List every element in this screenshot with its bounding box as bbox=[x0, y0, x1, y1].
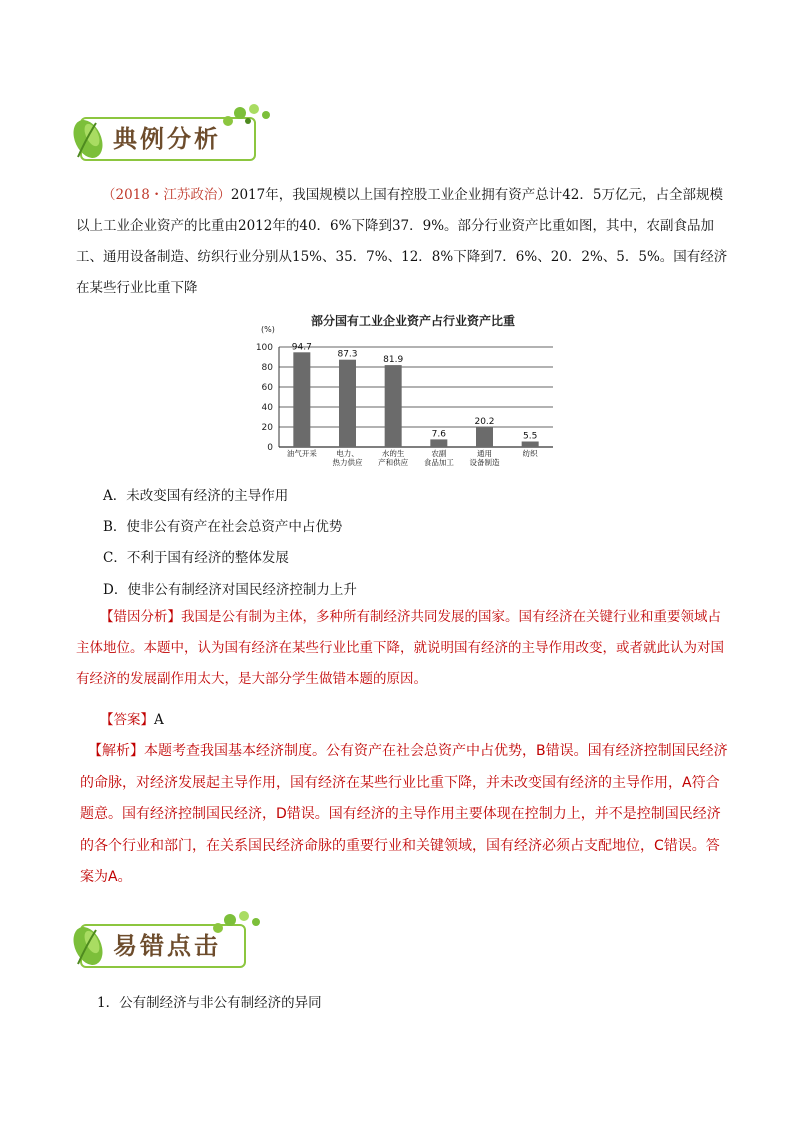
error-analysis-text: 我国是公有制为主体，多种所有制经济共同发展的国家。国有经济在关键行业和重要领域占主体地位。本题中，认为国有经济在某些行业比重下降，就说明国有经济的主导作用改变，或者就此认为对国有经济的发展副作用太大，是大部分学生做错本题的原因。 bbox=[76, 609, 724, 687]
bar bbox=[476, 427, 493, 447]
answer-value: A bbox=[154, 712, 164, 728]
question-source: （2018・江苏政治） bbox=[102, 187, 231, 203]
y-axis-unit: (%) bbox=[261, 325, 275, 334]
section-banner-typical-examples bbox=[68, 105, 258, 165]
chart-title: 部分国有工业企业资产占行业资产比重 bbox=[310, 314, 516, 328]
bar bbox=[339, 360, 356, 447]
bar bbox=[430, 439, 447, 447]
question-text: 2017年，我国规模以上国有控股工业企业拥有资产总计42．5万亿元，占全部规模以上工业企业资产的比重由2012年的40．6%下降到37．9%。部分行业资产比重如图，其中，农副食品加工、通用设备制造、纺织行业分别从15%、35．7%、12．8%下降到7．6%、20．2%、5．5%。国有经济在某些行业比重下降 bbox=[76, 187, 728, 296]
data-label: 20.2 bbox=[474, 416, 495, 427]
bar bbox=[522, 442, 539, 448]
error-analysis-label: 【错因分析】 bbox=[100, 609, 181, 625]
answer-line bbox=[100, 708, 164, 728]
explanation-text: 本题考查我国基本经济制度。公有资产在社会总资产中占优势，B错误。国有经济控制国民经济的命脉，对经济发展起主导作用，国有经济在某些行业比重下降，并未改变国有经济的主导作用，A符合题意。国有经济控制国民经济，D错误。国有经济的主导作用主要体现在控制力上，并不是控制国民经济的各个行业和部门，在关系国民经济命脉的重要行业和关键领域，国有经济必须占支配地位，C错误。答案为A。 bbox=[80, 743, 728, 885]
data-label: 5.5 bbox=[523, 431, 538, 442]
x-tick-label: 水的生 bbox=[381, 449, 405, 458]
y-tick-label: 40 bbox=[261, 403, 273, 413]
data-label: 7.6 bbox=[431, 429, 446, 440]
vine-dots-icon bbox=[218, 99, 298, 139]
x-tick-label: 电力、 bbox=[336, 449, 359, 458]
option-b: B．使非公有资产在社会总资产中占优势 bbox=[103, 519, 343, 535]
error-analysis-paragraph bbox=[76, 602, 732, 695]
x-tick-label: 产和供应 bbox=[378, 458, 409, 467]
option-a: A．未改变国有经济的主导作用 bbox=[103, 488, 289, 504]
section-banner-common-errors bbox=[68, 912, 253, 972]
bar-chart bbox=[255, 307, 560, 469]
x-tick-label: 热力供应 bbox=[332, 458, 363, 467]
x-tick-label: 食品加工 bbox=[423, 458, 454, 467]
section-title: 易错点击 bbox=[113, 932, 221, 960]
bar bbox=[385, 365, 402, 447]
bar bbox=[293, 352, 310, 447]
data-label: 81.9 bbox=[383, 355, 404, 366]
x-tick-label: 纺织 bbox=[522, 449, 538, 458]
x-tick-label: 设备制造 bbox=[469, 458, 500, 467]
explanation-label: 【解析】 bbox=[88, 743, 144, 759]
x-tick-label: 农副 bbox=[431, 449, 447, 458]
explanation-paragraph bbox=[80, 736, 730, 894]
list-item-1: 1．公有制经济与非公有制经济的异同 bbox=[97, 995, 322, 1011]
question-paragraph bbox=[76, 180, 732, 304]
answer-label: 【答案】 bbox=[100, 712, 154, 728]
x-tick-label: 通用 bbox=[477, 449, 492, 458]
y-tick-label: 60 bbox=[261, 383, 273, 393]
y-tick-label: 20 bbox=[261, 423, 273, 433]
y-tick-label: 0 bbox=[267, 443, 273, 453]
y-tick-label: 80 bbox=[261, 363, 273, 373]
section-title: 典例分析 bbox=[113, 125, 221, 153]
option-d: D．使非公有制经济对国民经济控制力上升 bbox=[103, 582, 357, 598]
option-c: C．不利于国有经济的整体发展 bbox=[103, 550, 289, 566]
data-label: 87.3 bbox=[337, 349, 358, 360]
data-label: 94.7 bbox=[291, 342, 312, 353]
x-tick-label: 油气开采 bbox=[286, 449, 317, 458]
y-tick-label: 100 bbox=[255, 343, 273, 353]
